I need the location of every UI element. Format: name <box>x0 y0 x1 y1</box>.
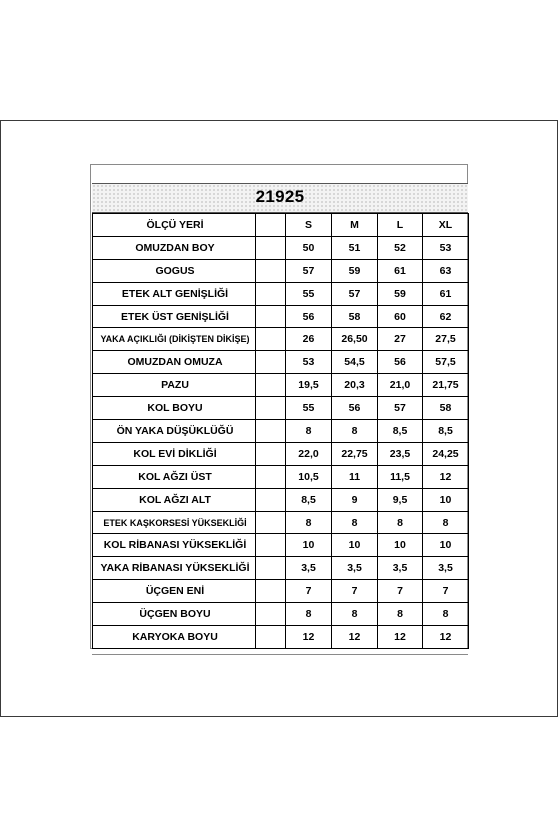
row-value: 58 <box>332 305 378 328</box>
table-row <box>93 305 469 328</box>
row-value: 12 <box>423 465 469 488</box>
row-value: 8 <box>332 603 378 626</box>
header-size-xl: XL <box>423 214 469 237</box>
row-value: 57 <box>286 259 332 282</box>
row-spacer <box>256 236 286 259</box>
row-spacer <box>256 465 286 488</box>
row-spacer <box>256 488 286 511</box>
row-value: 24,25 <box>423 442 469 465</box>
row-value: 21,0 <box>378 374 423 397</box>
row-value: 8,5 <box>378 420 423 443</box>
row-value: 10 <box>378 534 423 557</box>
table-row <box>93 557 469 580</box>
header-spacer <box>256 214 286 237</box>
row-value: 63 <box>423 259 469 282</box>
row-value: 8 <box>378 603 423 626</box>
row-spacer <box>256 580 286 603</box>
row-value: 26 <box>286 328 332 351</box>
row-value: 3,5 <box>423 557 469 580</box>
table-row <box>93 626 469 649</box>
row-label: KOL EVİ DİKLİĞİ <box>93 442 256 465</box>
row-label: OMUZDAN OMUZA <box>93 351 256 374</box>
row-label: ÜÇGEN BOYU <box>93 603 256 626</box>
row-value: 55 <box>286 282 332 305</box>
header-size-l: L <box>378 214 423 237</box>
row-value: 3,5 <box>286 557 332 580</box>
row-value: 22,0 <box>286 442 332 465</box>
row-value: 59 <box>332 259 378 282</box>
row-value: 7 <box>332 580 378 603</box>
row-label: PAZU <box>93 374 256 397</box>
row-value: 23,5 <box>378 442 423 465</box>
row-label: YAKA RİBANASI YÜKSEKLİĞİ <box>93 557 256 580</box>
table-row <box>93 511 469 534</box>
table-row <box>93 488 469 511</box>
sheet-bottom-line <box>92 654 468 655</box>
table-row <box>93 282 469 305</box>
row-value: 22,75 <box>332 442 378 465</box>
table-row <box>93 328 469 351</box>
row-value: 12 <box>332 626 378 649</box>
row-value: 7 <box>286 580 332 603</box>
row-value: 7 <box>378 580 423 603</box>
row-value: 27 <box>378 328 423 351</box>
row-value: 53 <box>423 236 469 259</box>
row-value: 11,5 <box>378 465 423 488</box>
row-value: 8 <box>378 511 423 534</box>
row-value: 3,5 <box>332 557 378 580</box>
row-value: 8 <box>332 511 378 534</box>
table-row <box>93 259 469 282</box>
row-value: 61 <box>423 282 469 305</box>
row-label: KOL AĞZI ÜST <box>93 465 256 488</box>
table-row <box>93 534 469 557</box>
table-row <box>93 420 469 443</box>
row-value: 10 <box>423 534 469 557</box>
table-row <box>93 603 469 626</box>
row-value: 50 <box>286 236 332 259</box>
row-spacer <box>256 259 286 282</box>
row-spacer <box>256 282 286 305</box>
row-label: KARYOKA BOYU <box>93 626 256 649</box>
row-value: 7 <box>423 580 469 603</box>
table-row <box>93 442 469 465</box>
row-value: 10 <box>423 488 469 511</box>
row-value: 3,5 <box>378 557 423 580</box>
row-label: YAKA AÇIKLIĞI (DİKİŞTEN DİKİŞE) <box>93 328 256 351</box>
row-label: KOL AĞZI ALT <box>93 488 256 511</box>
row-value: 59 <box>378 282 423 305</box>
row-value: 8 <box>423 603 469 626</box>
row-spacer <box>256 442 286 465</box>
row-spacer <box>256 397 286 420</box>
row-label: ETEK ÜST GENİŞLİĞİ <box>93 305 256 328</box>
row-spacer <box>256 511 286 534</box>
row-value: 56 <box>378 351 423 374</box>
row-value: 12 <box>286 626 332 649</box>
table-row <box>93 236 469 259</box>
row-value: 8,5 <box>423 420 469 443</box>
row-value: 52 <box>378 236 423 259</box>
row-label: ÖN YAKA DÜŞÜKLÜĞÜ <box>93 420 256 443</box>
row-value: 8,5 <box>286 488 332 511</box>
row-label: ETEK KAŞKORSESİ YÜKSEKLİĞİ <box>93 511 256 534</box>
row-value: 12 <box>378 626 423 649</box>
row-spacer <box>256 374 286 397</box>
row-value: 57 <box>332 282 378 305</box>
row-value: 27,5 <box>423 328 469 351</box>
row-value: 57,5 <box>423 351 469 374</box>
table-row <box>93 351 469 374</box>
row-value: 56 <box>286 305 332 328</box>
row-spacer <box>256 420 286 443</box>
table-row <box>93 580 469 603</box>
row-spacer <box>256 626 286 649</box>
row-value: 60 <box>378 305 423 328</box>
row-value: 10,5 <box>286 465 332 488</box>
row-value: 51 <box>332 236 378 259</box>
header-size-s: S <box>286 214 332 237</box>
row-label: KOL RİBANASI YÜKSEKLİĞİ <box>93 534 256 557</box>
table-row <box>93 374 469 397</box>
header-size-m: M <box>332 214 378 237</box>
row-label: KOL BOYU <box>93 397 256 420</box>
row-value: 12 <box>423 626 469 649</box>
row-spacer <box>256 328 286 351</box>
row-value: 54,5 <box>332 351 378 374</box>
row-value: 19,5 <box>286 374 332 397</box>
row-value: 20,3 <box>332 374 378 397</box>
row-value: 62 <box>423 305 469 328</box>
row-value: 56 <box>332 397 378 420</box>
row-value: 10 <box>332 534 378 557</box>
row-value: 8 <box>423 511 469 534</box>
row-spacer <box>256 534 286 557</box>
row-value: 55 <box>286 397 332 420</box>
row-value: 61 <box>378 259 423 282</box>
row-label: ETEK ALT GENİŞLİĞİ <box>93 282 256 305</box>
row-label: ÜÇGEN ENİ <box>93 580 256 603</box>
row-value: 8 <box>286 420 332 443</box>
row-value: 58 <box>423 397 469 420</box>
row-value: 21,75 <box>423 374 469 397</box>
row-value: 26,50 <box>332 328 378 351</box>
size-table <box>92 213 469 649</box>
product-code: 21925 <box>255 187 305 206</box>
row-spacer <box>256 305 286 328</box>
row-value: 9,5 <box>378 488 423 511</box>
title-band <box>92 183 468 213</box>
row-value: 53 <box>286 351 332 374</box>
table-row <box>93 465 469 488</box>
row-spacer <box>256 351 286 374</box>
row-value: 8 <box>286 603 332 626</box>
row-label: OMUZDAN BOY <box>93 236 256 259</box>
table-row <box>93 397 469 420</box>
row-value: 11 <box>332 465 378 488</box>
row-label: GOGUS <box>93 259 256 282</box>
row-value: 8 <box>332 420 378 443</box>
row-value: 57 <box>378 397 423 420</box>
row-value: 10 <box>286 534 332 557</box>
row-spacer <box>256 557 286 580</box>
row-value: 8 <box>286 511 332 534</box>
table-header-row <box>93 214 469 237</box>
row-spacer <box>256 603 286 626</box>
row-value: 9 <box>332 488 378 511</box>
header-measure: ÖLÇÜ YERİ <box>93 214 256 237</box>
